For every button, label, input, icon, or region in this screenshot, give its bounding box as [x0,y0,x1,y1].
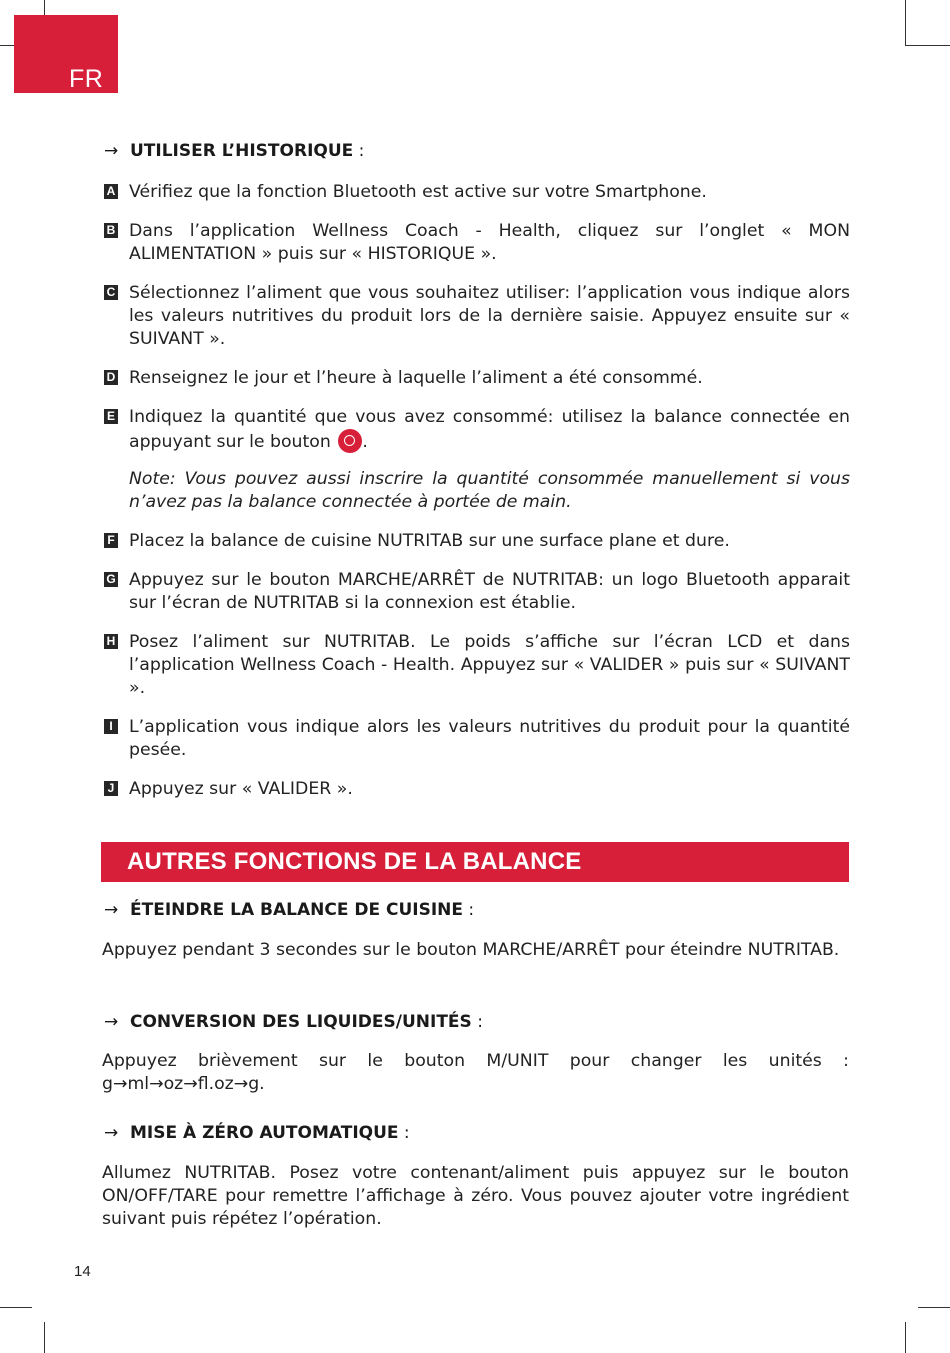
heading-suffix: : [398,1123,410,1143]
step-letter-badge: C [104,285,118,300]
step-text: Appuyez sur « VALIDER ». [129,779,353,799]
arrow-right-icon: → [104,1012,119,1032]
step-text: Renseignez le jour et l’heure à laquelle l’aliment a été consommé. [129,368,703,388]
step-text: Placez la balance de cuisine NUTRITAB sur une surface plane et dure. [129,531,730,551]
step-letter-badge: J [104,781,118,796]
step-letter-badge: A [104,184,118,199]
step-text-end: . [362,432,368,452]
step-letter-badge: H [104,634,118,649]
step-letter-badge: B [104,223,118,238]
step-letter-badge: E [104,409,118,424]
heading-conversion [104,1012,483,1032]
step-text: Sélectionnez l’aliment que vous souhaitez utiliser: l’application vous indique alors les valeurs nutritives du produit lors de la dernière saisie. Appuyez ensuite sur « SUIVANT ». [129,283,850,349]
arrow-right-icon: → [104,1123,119,1143]
language-label: FR [69,65,104,93]
page-number: 14 [74,1263,91,1280]
heading-text: MISE À ZÉRO AUTOMATIQUE [130,1123,399,1143]
step-text: Posez l’aliment sur NUTRITAB. Le poids s’affiche sur l’écran LCD et dans l’application Wellness Coach - Health. Appuyez sur « VALIDER » puis sur « SUIVANT ». [129,632,850,698]
step-text: Dans l’application Wellness Coach - Health, cliquez sur l’onglet « MON ALIMENTATION » puis sur « HISTORIQUE ». [129,221,850,264]
heading-mise-a-zero [104,1123,410,1143]
step-text: Vérifiez que la fonction Bluetooth est active sur votre Smartphone. [129,182,707,202]
paragraph-eteindre: Appuyez pendant 3 secondes sur le bouton MARCHE/ARRÊT pour éteindre NUTRITAB. [102,940,840,960]
arrow-right-icon: → [104,900,119,920]
section-title: AUTRES FONCTIONS DE LA BALANCE [127,848,582,875]
heading-suffix: : [353,141,365,161]
section-title-bar [101,842,849,882]
heading-eteindre [104,900,474,920]
heading-suffix: : [471,1012,483,1032]
heading-text: UTILISER L’HISTORIQUE [130,141,354,161]
step-letter-badge: F [104,533,118,548]
note-text: Note: Vous pouvez aussi inscrire la quantité consommée manuellement si vous n’avez pas la balance connectée à portée de main. [129,469,850,512]
step-letter-badge: D [104,370,118,385]
heading-text: CONVERSION DES LIQUIDES/UNITÉS [130,1012,472,1032]
step-text [129,406,850,454]
heading-text: ÉTEINDRE LA BALANCE DE CUISINE [130,900,464,920]
arrow-right-icon: → [104,141,119,161]
scale-button-icon [338,429,362,453]
step-text: L’application vous indique alors les valeurs nutritives du produit pour la quantité pesée. [129,717,850,760]
step-text-main: Indiquez la quantité que vous avez consommé: utilisez la balance connectée en appuyant sur le bouton [129,407,850,452]
paragraph-mise-a-zero: Allumez NUTRITAB. Posez votre contenant/aliment puis appuyez sur le bouton ON/OFF/TARE pour remettre l’affichage à zéro. Vous pouvez ajouter votre ingrédient suivant puis répétez l’opération. [102,1163,849,1229]
step-text: Appuyez sur le bouton MARCHE/ARRÊT de NUTRITAB: un logo Bluetooth apparait sur l’écran de NUTRITAB si la connexion est établie. [129,570,850,613]
step-letter-badge: I [104,719,118,734]
step-letter-badge: G [104,572,118,587]
heading-suffix: : [463,900,475,920]
paragraph-conversion: Appuyez brièvement sur le bouton M/UNIT pour changer les unités : g→ml→oz→fl.oz→g. [102,1051,849,1094]
section-heading-historique [104,141,364,161]
